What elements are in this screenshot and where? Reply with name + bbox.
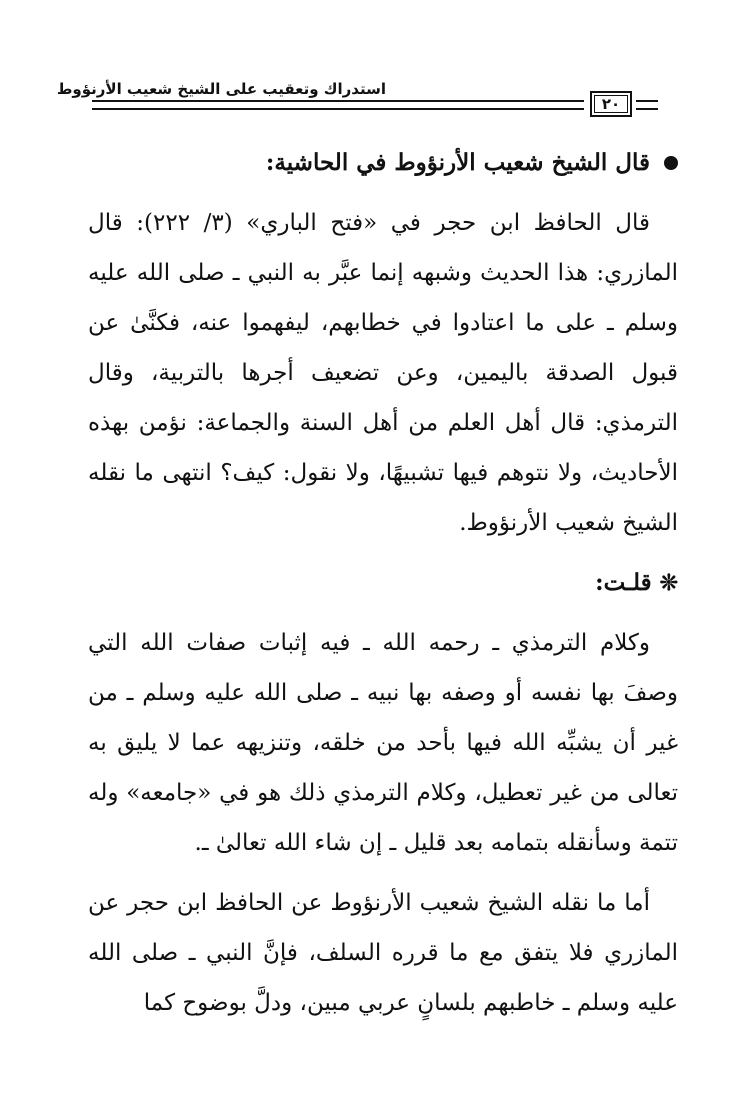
header-rule-bottom xyxy=(92,108,584,110)
header-short-rule-top xyxy=(636,100,658,102)
qult-heading xyxy=(88,558,678,608)
header-short-rule-bottom xyxy=(636,108,658,110)
asterisk-icon: ❊ xyxy=(659,570,678,596)
page-body xyxy=(88,138,678,1028)
running-title: استدراك وتعقيب على الشيخ شعيب الأرنؤوط xyxy=(56,80,386,98)
qult-label: قلـت: xyxy=(595,569,652,596)
response-paragraph-1: وكلام الترمذي ـ رحمه الله ـ فيه إثبات صفات الله التي وصفَ بها نفسه أو وصفه بها نبيه ـ صلى الله عليه وسلم ـ من غير أن يشبِّه الله فيها بأحد من خلقه، وتنزيهه عما لا يليق به تعالى من غير تعطيل، وكلام الترمذي ذلك هو في «جامعه» وله تتمة وسأنقله بتمامه بعد قليل ـ إن شاء الله تعالىٰ ـ. xyxy=(88,630,678,856)
page-number: ٢٠ xyxy=(590,91,632,117)
section-heading xyxy=(88,138,678,188)
section-heading-text: قال الشيخ شعيب الأرنؤوط في الحاشية: xyxy=(265,149,650,176)
quote-paragraph: قال الحافظ ابن حجر في «فتح الباري» (٣/ ٢٢٢): قال المازري: هذا الحديث وشبهه إنما عبَّر به النبي ـ صلى الله عليه وسلم ـ على ما اعتادوا في خطابهم، ليفهموا عنه، فكنَّىٰ عن قبول الصدقة باليمين، وعن تضعيف أجرها بالتربية، وقال الترمذي: قال أهل العلم من أهل السنة والجماعة: نؤمن بهذه الأحاديث، ولا نتوهم فيها تشبيهًا، ولا نقول: كيف؟ انتهى ما نقله الشيخ شعيب الأرنؤوط. xyxy=(88,210,678,536)
bullet-icon xyxy=(664,156,678,170)
response-paragraph-2: أما ما نقله الشيخ شعيب الأرنؤوط عن الحافظ ابن حجر عن المازري فلا يتفق مع ما قرره السلف، فإنَّ النبي ـ صلى الله عليه وسلم ـ خاطبهم بلسانٍ عربي مبين، ودلَّ بوضوح كما xyxy=(88,890,678,1016)
header-rule-top xyxy=(92,100,584,102)
